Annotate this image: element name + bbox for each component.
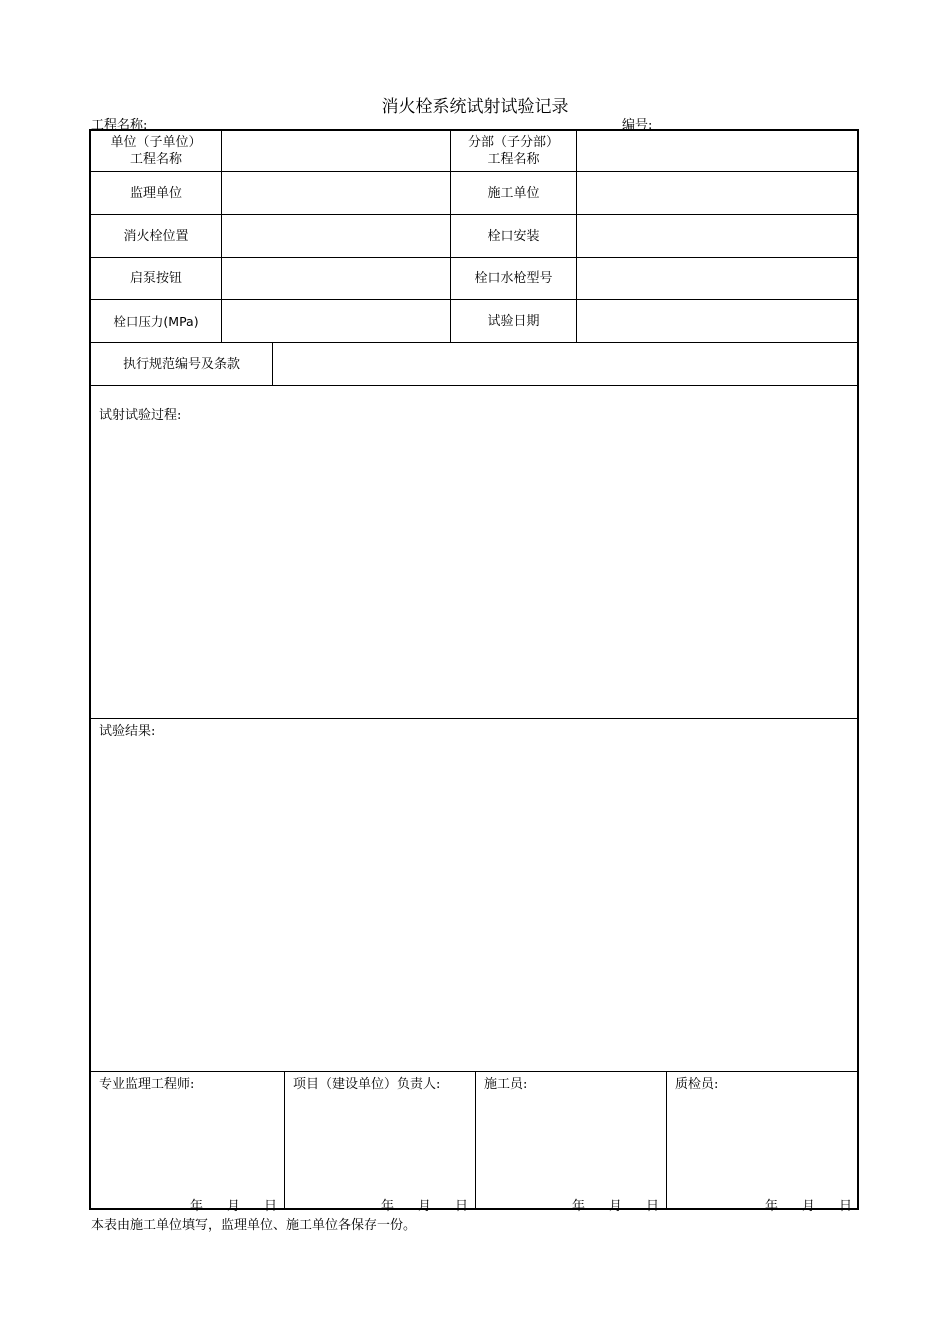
subdivision-project-name-label bbox=[451, 131, 576, 171]
test-date-label: 试验日期 bbox=[487, 313, 540, 329]
date-day: 日 bbox=[646, 1199, 660, 1214]
date-month: 月 bbox=[802, 1199, 816, 1214]
test-result-label: 试验结果: bbox=[99, 724, 156, 739]
date-year: 年 bbox=[765, 1199, 779, 1214]
quality-inspector-label: 质检员: bbox=[675, 1077, 719, 1092]
column-divider bbox=[666, 1071, 667, 1210]
construction-unit-label: 施工单位 bbox=[487, 185, 540, 201]
date-month: 月 bbox=[418, 1199, 432, 1214]
date-day: 日 bbox=[455, 1199, 469, 1214]
date-line bbox=[357, 1195, 468, 1214]
hydrant-location-label: 消火栓位置 bbox=[123, 228, 189, 244]
date-line bbox=[548, 1195, 659, 1214]
row-divider bbox=[89, 1071, 859, 1072]
column-divider bbox=[272, 342, 273, 385]
column-divider bbox=[284, 1071, 285, 1210]
supervision-unit-label: 监理单位 bbox=[129, 185, 182, 201]
test-process-label: 试射试验过程: bbox=[99, 408, 182, 423]
date-year: 年 bbox=[381, 1199, 395, 1214]
column-divider bbox=[475, 1071, 476, 1210]
date-year: 年 bbox=[190, 1199, 204, 1214]
standard-clause-label: 执行规范编号及条款 bbox=[122, 356, 240, 372]
outlet-pressure-label: 栓口压力(MPa) bbox=[113, 313, 199, 329]
date-line bbox=[166, 1195, 277, 1214]
pump-start-button-label: 启泵按钮 bbox=[129, 271, 182, 286]
supervising-engineer-label: 专业监理工程师: bbox=[99, 1077, 195, 1092]
unit-project-name-label bbox=[91, 131, 221, 171]
column-divider bbox=[221, 129, 222, 342]
outlet-nozzle-model-label: 栓口水枪型号 bbox=[474, 271, 553, 286]
project-name-label: 工程名称: bbox=[91, 118, 148, 133]
column-divider bbox=[576, 129, 577, 342]
unit-label-line1: 单位（子单位） bbox=[110, 135, 202, 150]
footer-note: 本表由施工单位填写，监理单位、施工单位各保存一份。 bbox=[91, 1218, 417, 1233]
date-year: 年 bbox=[572, 1199, 586, 1214]
date-month: 月 bbox=[227, 1199, 241, 1214]
subdivision-label-line2: 工程名称 bbox=[487, 152, 540, 167]
unit-label-line2: 工程名称 bbox=[129, 152, 182, 167]
date-day: 日 bbox=[264, 1199, 278, 1214]
row-divider bbox=[89, 718, 859, 719]
row-divider bbox=[89, 385, 859, 386]
date-month: 月 bbox=[609, 1199, 623, 1214]
project-owner-label: 项目（建设单位）负责人: bbox=[293, 1077, 441, 1092]
hydrant-outlet-install-label: 栓口安装 bbox=[487, 228, 540, 244]
constructor-label: 施工员: bbox=[484, 1077, 528, 1092]
page-title: 消火栓系统试射试验记录 bbox=[381, 97, 569, 117]
serial-no-label: 编号: bbox=[622, 118, 653, 133]
date-line bbox=[741, 1195, 852, 1214]
date-day: 日 bbox=[839, 1199, 853, 1214]
subdivision-label-line1: 分部（子分部） bbox=[467, 135, 559, 150]
